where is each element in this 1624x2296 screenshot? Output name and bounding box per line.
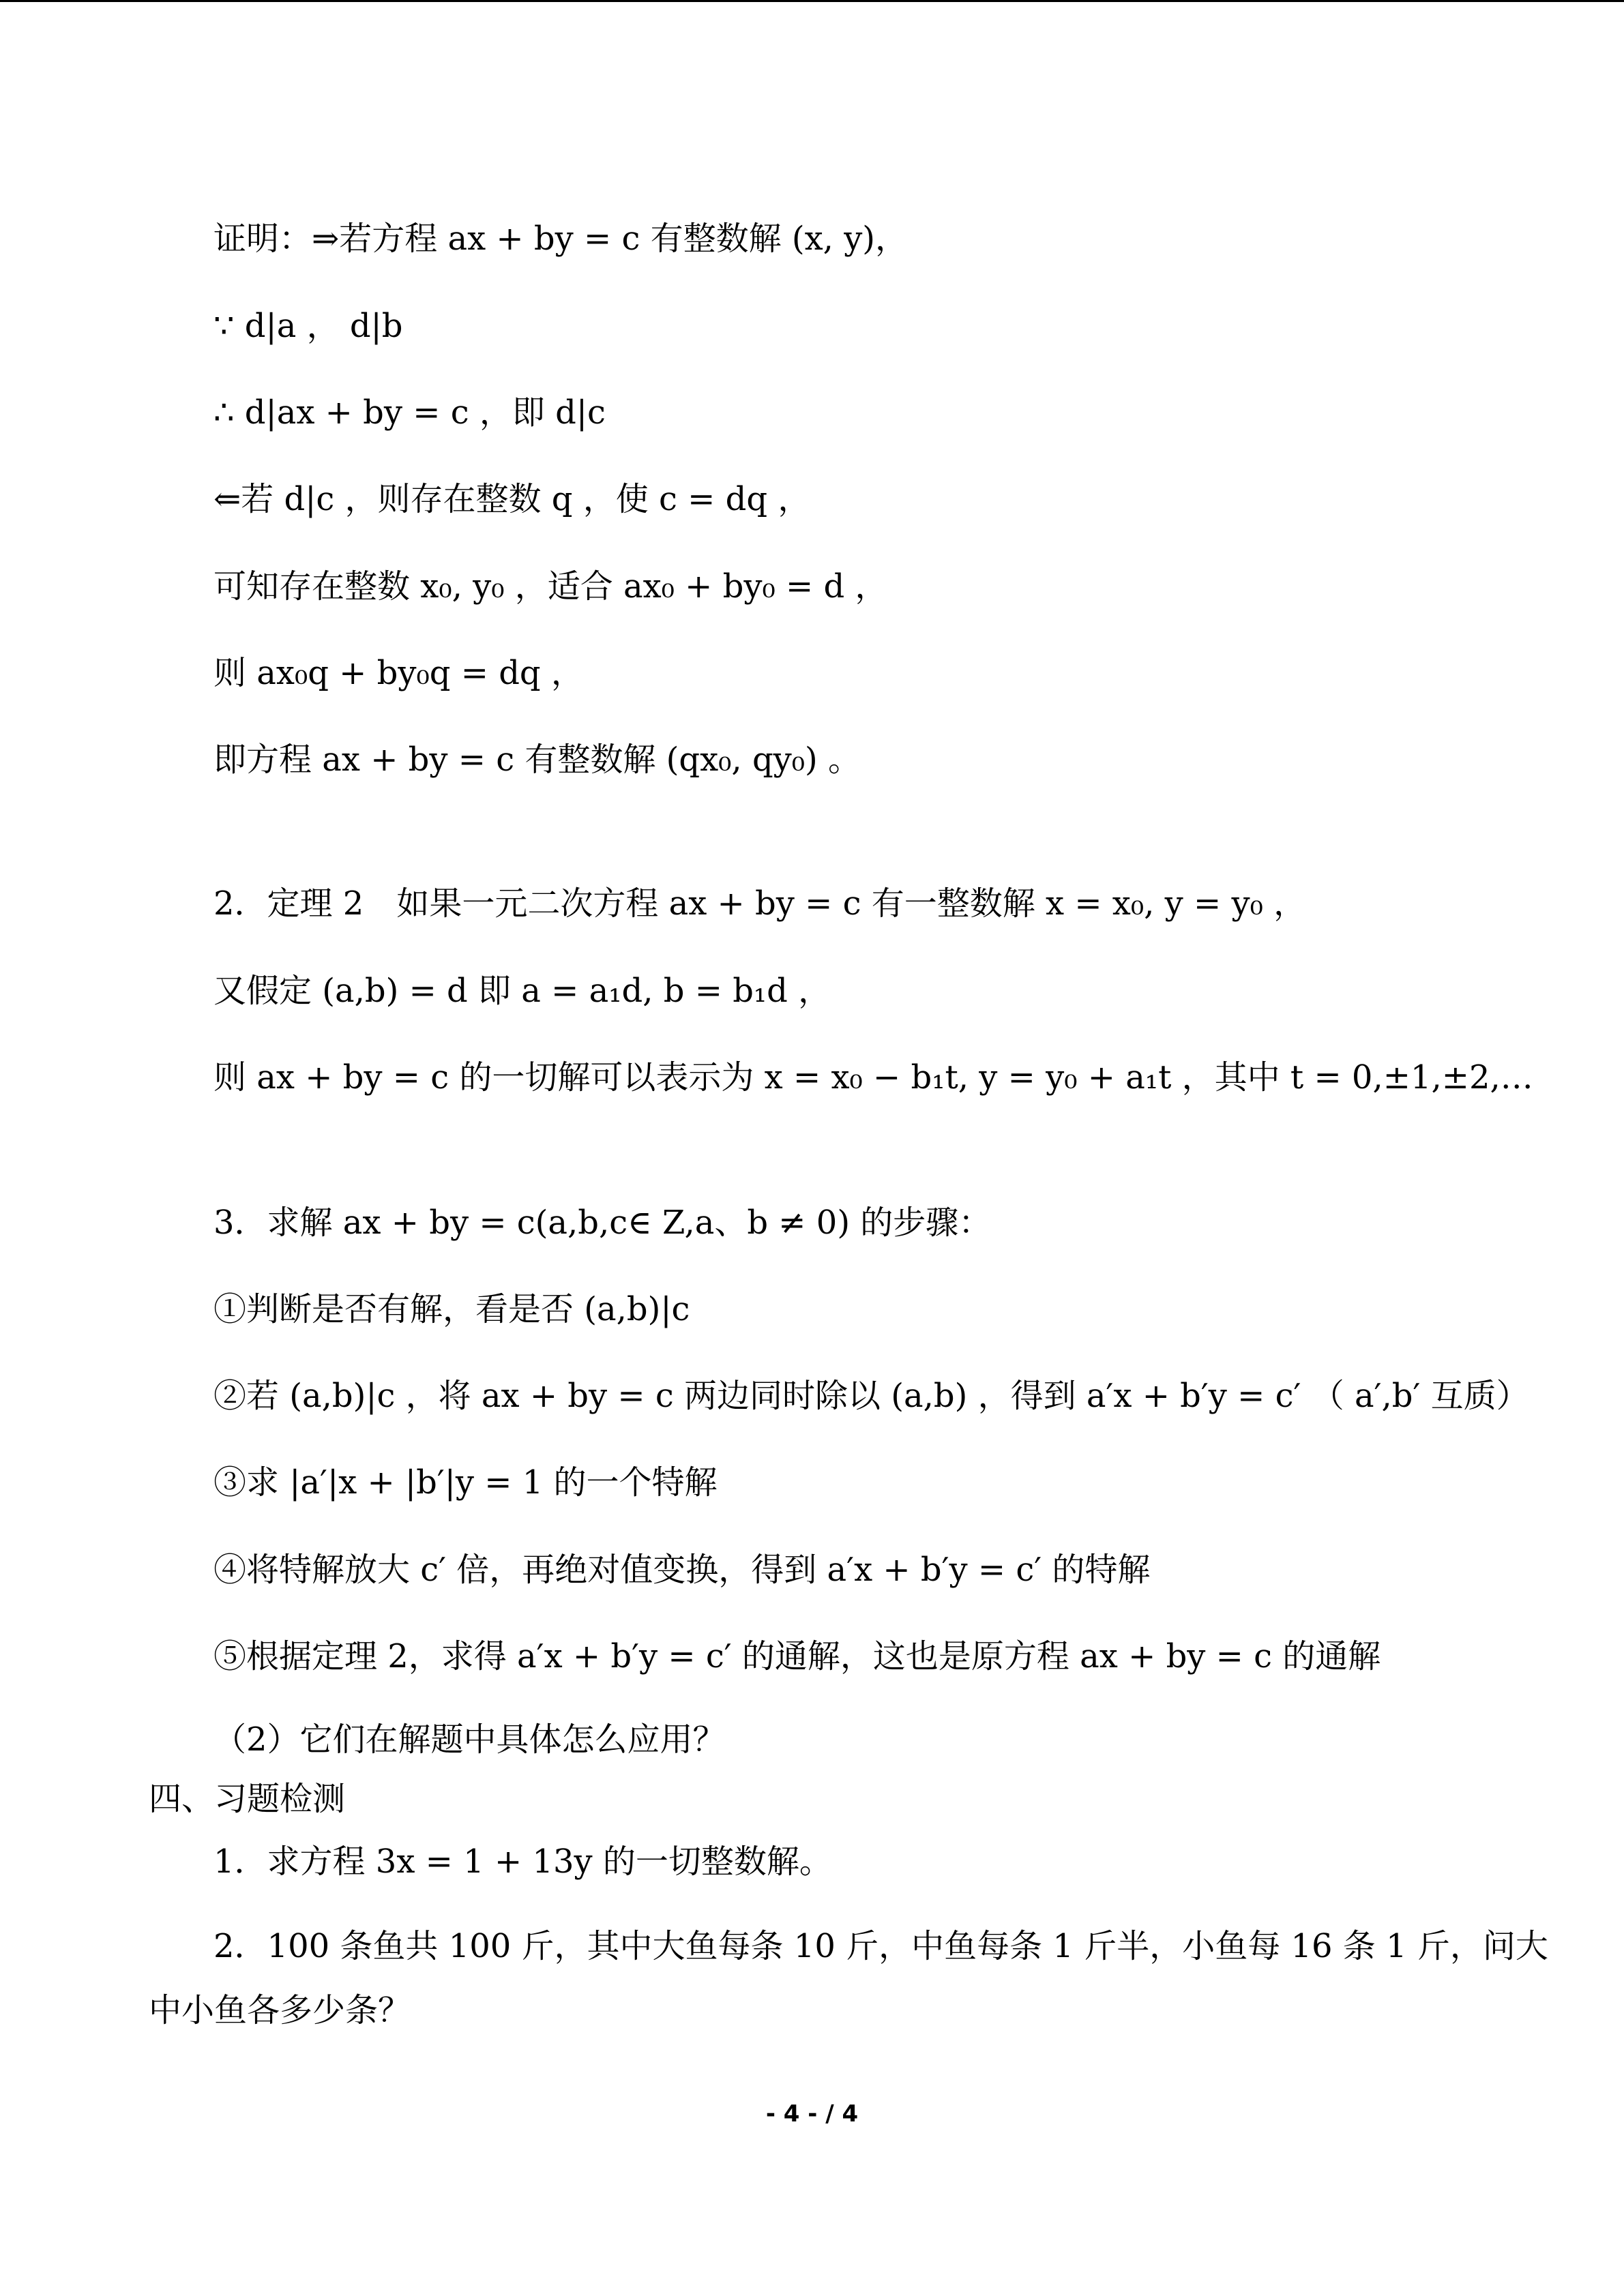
step-2: ②若 (a,b)|c ，将 ax + by = c 两边同时除以 (a,b) ，得到 a′x + b′y = c′ （ a′,b′ 互质） <box>213 1377 1529 1415</box>
exercise-2-line-2: 中小鱼各多少条？ <box>149 1991 411 2029</box>
proof-line-7: 即方程 ax + by = c 有整数解 (qx₀, qy₀) 。 <box>213 741 861 779</box>
step-3: ③求 |a′|x + |b′|y = 1 的一个特解 <box>213 1463 718 1502</box>
step-1: ①判断是否有解，看是否 (a,b)|c <box>213 1290 690 1328</box>
proof-line-6: 则 ax₀q + by₀q = dq ， <box>213 654 584 692</box>
page-number: - 4 - / 4 <box>765 2100 859 2128</box>
step-5: ⑤根据定理 2，求得 a′x + b′y = c′ 的通解，这也是原方程 ax + by = c 的通解 <box>213 1637 1381 1675</box>
steps-heading: 3．求解 ax + by = c(a,b,c∈ Z,a、b ≠ 0) 的步骤： <box>213 1204 992 1242</box>
theorem-2-line-1: 2．定理 2 如果一元二次方程 ax + by = c 有一整数解 x = x₀, y = y₀ ， <box>213 884 1307 923</box>
proof-line-4: ⇐若 d|c ，则存在整数 q ，使 c = dq ， <box>213 480 811 518</box>
proof-line-1: 证明：⇒若方程 ax + by = c 有整数解 (x, y)， <box>213 220 909 258</box>
theorem-2-line-2: 又假定 (a,b) = d 即 a = a₁d, b = b₁d ， <box>213 972 831 1010</box>
exercise-1: 1．求方程 3x = 1 + 13y 的一切整数解。 <box>213 1843 832 1881</box>
top-border <box>0 0 1624 2</box>
proof-line-3: ∴ d|ax + by = c ，即 d|c <box>213 393 606 432</box>
proof-line-5: 可知存在整数 x₀, y₀ ，适合 ax₀ + by₀ = d ， <box>213 567 888 606</box>
exercise-2-line-1: 2．100 条鱼共 100 斤，其中大鱼每条 10 斤，中鱼每条 1 斤半，小鱼每 16 条 1 斤，问大 <box>213 1927 1548 1965</box>
proof-line-2: ∵ d|a ， d|b <box>213 307 403 345</box>
section-heading-exercises: 四、习题检测 <box>149 1780 346 1818</box>
question-2: （2）它们在解题中具体怎么应用？ <box>213 1720 726 1759</box>
theorem-2-line-3: 则 ax + by = c 的一切解可以表示为 x = x₀ − b₁t, y = y₀ + a₁t ，其中 t = 0,±1,±2,… <box>213 1058 1533 1097</box>
step-4: ④将特解放大 c′ 倍，再绝对值变换，得到 a′x + b′y = c′ 的特解 <box>213 1551 1151 1589</box>
